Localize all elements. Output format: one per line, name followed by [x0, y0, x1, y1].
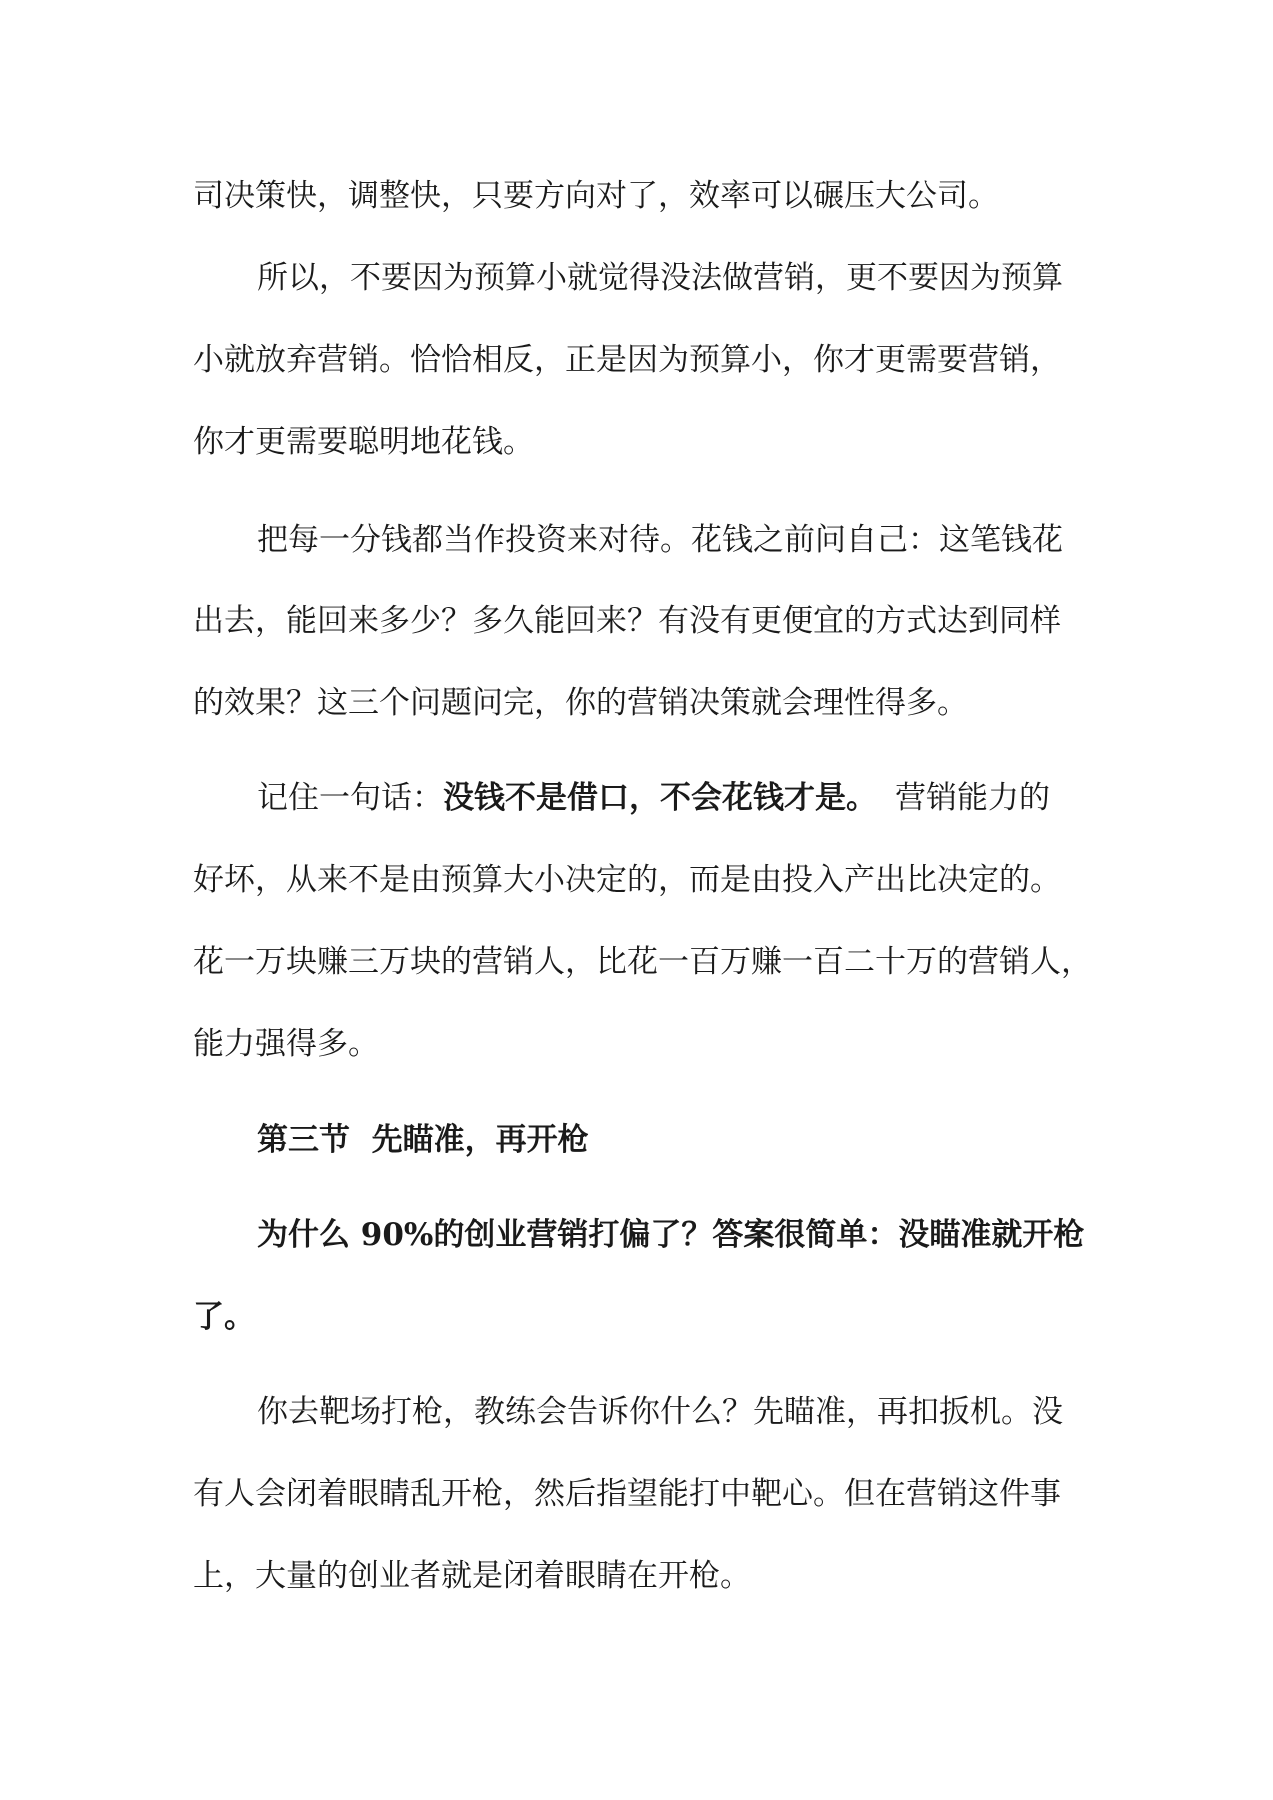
text-line: 你去靶场打枪，教练会告诉你什么？先瞄准，再扣扳机。没 — [257, 1394, 1063, 1430]
text-line: 所以，不要因为预算小就觉得没法做营销，更不要因为预算 — [257, 260, 1063, 296]
text-line: 出去，能回来多少？多久能回来？有没有更便宜的方式达到同样 — [193, 603, 1061, 639]
text-run: 营销能力的 — [895, 780, 1050, 816]
text-line: 好坏，从来不是由预算大小决定的，而是由投入产出比决定的。 — [193, 862, 1061, 898]
text-line: 把每一分钱都当作投资来对待。花钱之前问自己：这笔钱花 — [257, 522, 1063, 558]
text-line: 有人会闭着眼睛乱开枪，然后指望能打中靶心。但在营销这件事 — [193, 1476, 1061, 1512]
text-run: 记住一句话： — [257, 780, 443, 816]
bold-paragraph-line: 为什么 90%的创业营销打偏了？答案很简单：没瞄准就开枪 — [257, 1217, 1085, 1253]
text-line: 能力强得多。 — [193, 1026, 379, 1062]
section-heading: 第三节 先瞄准，再开枪 — [257, 1122, 589, 1158]
emphasis-text: 没钱不是借口，不会花钱才是。 — [443, 780, 877, 816]
text-line: 的效果？这三个问题问完，你的营销决策就会理性得多。 — [193, 685, 968, 721]
text-line: 司决策快，调整快，只要方向对了，效率可以碾压大公司。 — [193, 178, 999, 214]
text-line: 你才更需要聪明地花钱。 — [193, 424, 534, 460]
text-line: 小就放弃营销。恰恰相反，正是因为预算小，你才更需要营销， — [193, 342, 1061, 378]
text-line-mixed — [257, 778, 1050, 818]
text-line: 上，大量的创业者就是闭着眼睛在开枪。 — [193, 1558, 751, 1594]
bold-paragraph-line: 了。 — [193, 1299, 255, 1335]
text-line: 花一万块赚三万块的营销人，比花一百万赚一百二十万的营销人， — [193, 944, 1092, 980]
